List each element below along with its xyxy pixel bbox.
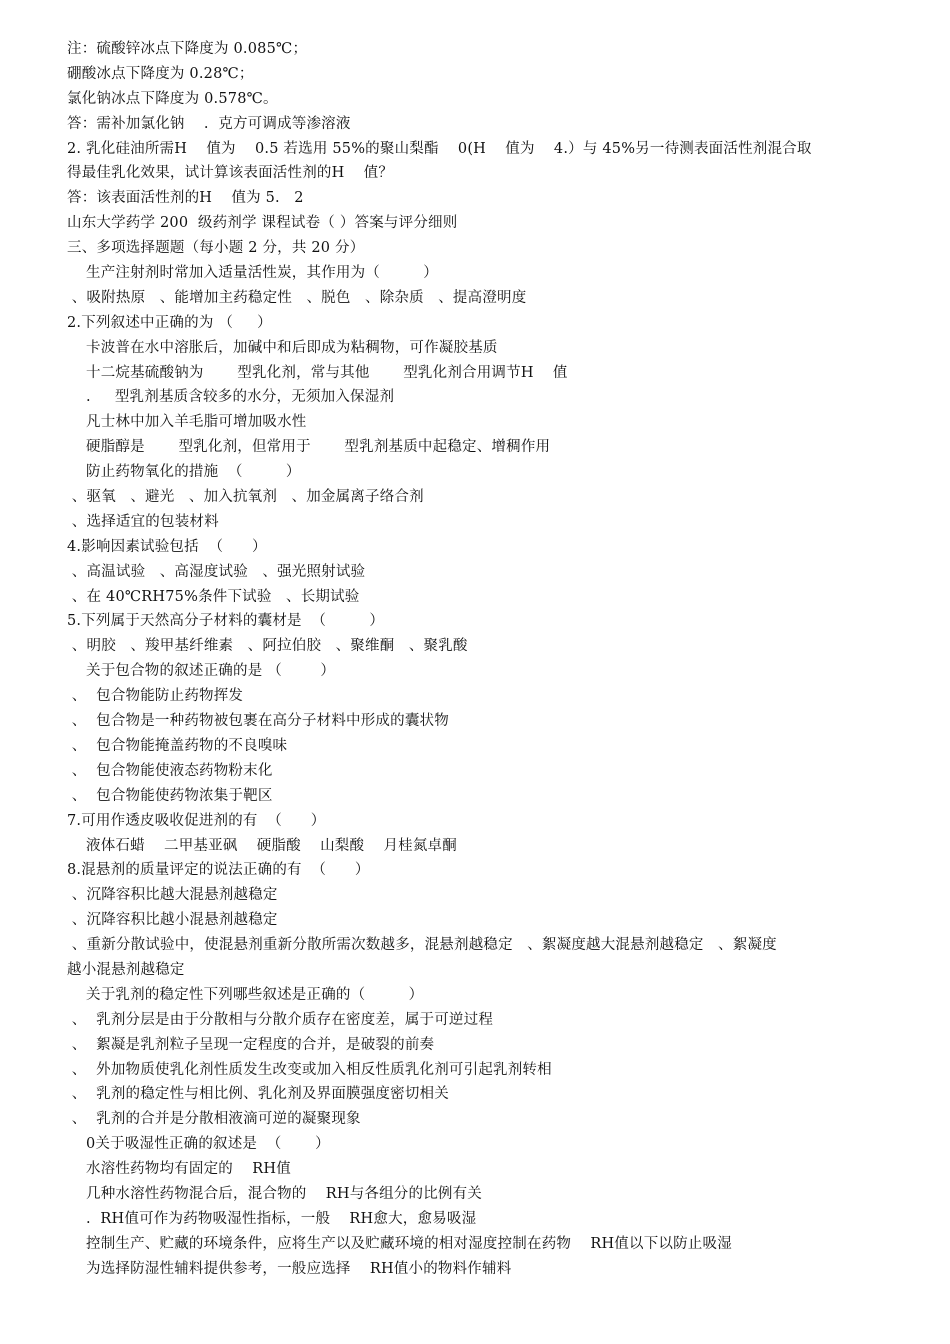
text-line: 卡波普在水中溶胀后，加碱中和后即成为粘稠物，可作凝胶基质 bbox=[86, 339, 498, 356]
text-line: 0关于吸湿性正确的叙述是 （ ） bbox=[86, 1136, 330, 1153]
text-line: 8.混悬剂的质量评定的说法正确的有 （ ） bbox=[67, 862, 370, 879]
text-line: 、沉降容积比越小混悬剂越稳定 bbox=[67, 912, 278, 929]
text-line: 、 乳剂的合并是分散相液滴可逆的凝聚现象 bbox=[67, 1111, 361, 1128]
text-line: 十二烷基硫酸钠为 型乳化剂，常与其他 型乳化剂合用调节H 值 bbox=[86, 364, 568, 381]
text-line: 答：该表面活性剂的H 值为 5. 2 bbox=[67, 190, 304, 207]
text-line: 氯化钠冰点下降度为 0.578℃。 bbox=[67, 90, 278, 107]
text-line: . RH值可作为药物吸湿性指标，一般 RH愈大，愈易吸湿 bbox=[86, 1210, 477, 1227]
text-line: 防止药物氧化的措施 （ ） bbox=[86, 464, 301, 481]
text-line: 、 乳剂分层是由于分散相与分散介质存在密度差，属于可逆过程 bbox=[67, 1011, 494, 1028]
text-line: 、高温试验 、高湿度试验 、强光照射试验 bbox=[67, 563, 366, 580]
text-line: 、 包合物能使药物浓集于靶区 bbox=[67, 787, 273, 804]
text-line: 、选择适宜的包装材料 bbox=[67, 513, 219, 530]
text-line: . 型乳剂基质含较多的水分，无须加入保湿剂 bbox=[86, 389, 395, 406]
text-line: 、 乳剂的稳定性与相比例、乳化剂及界面膜强度密切相关 bbox=[67, 1086, 449, 1103]
text-line: 5.下列属于天然高分子材料的囊材是 （ ） bbox=[67, 613, 385, 630]
text-line: 、驱氧 、避光 、加入抗氧剂 、加金属离子络合剂 bbox=[67, 489, 424, 506]
text-line: 4.影响因素试验包括 （ ） bbox=[67, 538, 267, 555]
text-line: 、沉降容积比越大混悬剂越稳定 bbox=[67, 887, 278, 904]
text-line: 、明胶 、羧甲基纤维素 、阿拉伯胶 、聚维酮 、聚乳酸 bbox=[67, 638, 468, 655]
text-line: 控制生产、贮藏的环境条件，应将生产以及贮藏环境的相对湿度控制在药物 RH值以下以防止吸湿 bbox=[86, 1235, 732, 1252]
text-line: 越小混悬剂越稳定 bbox=[67, 961, 185, 978]
text-line: 几种水溶性药物混合后，混合物的 RH与各组分的比例有关 bbox=[86, 1185, 482, 1202]
text-line: 凡士林中加入羊毛脂可增加吸水性 bbox=[86, 414, 307, 431]
text-line: 关于包合物的叙述正确的是 （ ） bbox=[86, 663, 336, 680]
text-line: 注：硫酸锌冰点下降度为 0.085℃； bbox=[67, 41, 308, 57]
text-line: 得最佳乳化效果，试计算该表面活性剂的H 值？ bbox=[67, 165, 394, 182]
text-line: 答：需补加氯化钠 . 克方可调成等渗溶液 bbox=[67, 115, 351, 132]
text-line: 、 絮凝是乳剂粒子呈现一定程度的合并，是破裂的前奏 bbox=[67, 1036, 435, 1053]
text-line: 2. 乳化硅油所需H 值为 0.5 若选用 55%的聚山梨酯 0(H 值为 4.）与 45%另一待测表面活性剂混合取 bbox=[67, 140, 812, 157]
text-line: 2.下列叙述中正确的为 （ ） bbox=[67, 314, 272, 331]
text-line: 生产注射剂时常加入适量活性炭，其作用为（ ） bbox=[86, 265, 438, 282]
text-line: 硬脂醇是 型乳化剂，但常用于 型乳剂基质中起稳定、增稠作用 bbox=[86, 439, 551, 456]
text-line: 7.可用作透皮吸收促进剂的有 （ ） bbox=[67, 812, 326, 829]
text-line: 、重新分散试验中，使混悬剂重新分散所需次数越多，混悬剂越稳定 、絮凝度越大混悬剂越稳定 、絮凝度 bbox=[67, 937, 777, 954]
text-line: 液体石蜡 二甲基亚砜 硬脂酸 山梨酸 月桂氮卓酮 bbox=[86, 837, 457, 854]
text-line: 、 外加物质使乳化剂性质发生改变或加入相反性质乳化剂可引起乳剂转相 bbox=[67, 1061, 552, 1078]
text-line: 、 包合物能防止药物挥发 bbox=[67, 688, 244, 705]
text-line: 、在 40℃RH75%条件下试验 、长期试验 bbox=[67, 588, 360, 605]
text-line: 、 包合物能使液态药物粉末化 bbox=[67, 762, 273, 779]
text-line: 为选择防湿性辅料提供参考，一般应选择 RH值小的物料作辅料 bbox=[86, 1260, 512, 1277]
document-body bbox=[0, 37, 950, 1282]
text-line: 三、多项选择题题（每小题 2 分，共 20 分） bbox=[67, 240, 365, 257]
text-line: 、 包合物是一种药物被包裹在高分子材料中形成的囊状物 bbox=[67, 713, 449, 730]
text-line: 、 包合物能掩盖药物的不良嗅味 bbox=[67, 737, 288, 754]
text-line: 、吸附热原 、能增加主药稳定性 、脱色 、除杂质 、提高澄明度 bbox=[67, 289, 527, 306]
text-line: 关于乳剂的稳定性下列哪些叙述是正确的（ ） bbox=[86, 986, 424, 1003]
text-line: 硼酸冰点下降度为 0.28℃； bbox=[67, 65, 254, 82]
text-line: 水溶性药物均有固定的 RH值 bbox=[86, 1161, 291, 1178]
text-line: 山东大学药学 200 级药剂学 课程试卷（ ）答案与评分细则 bbox=[67, 215, 458, 232]
